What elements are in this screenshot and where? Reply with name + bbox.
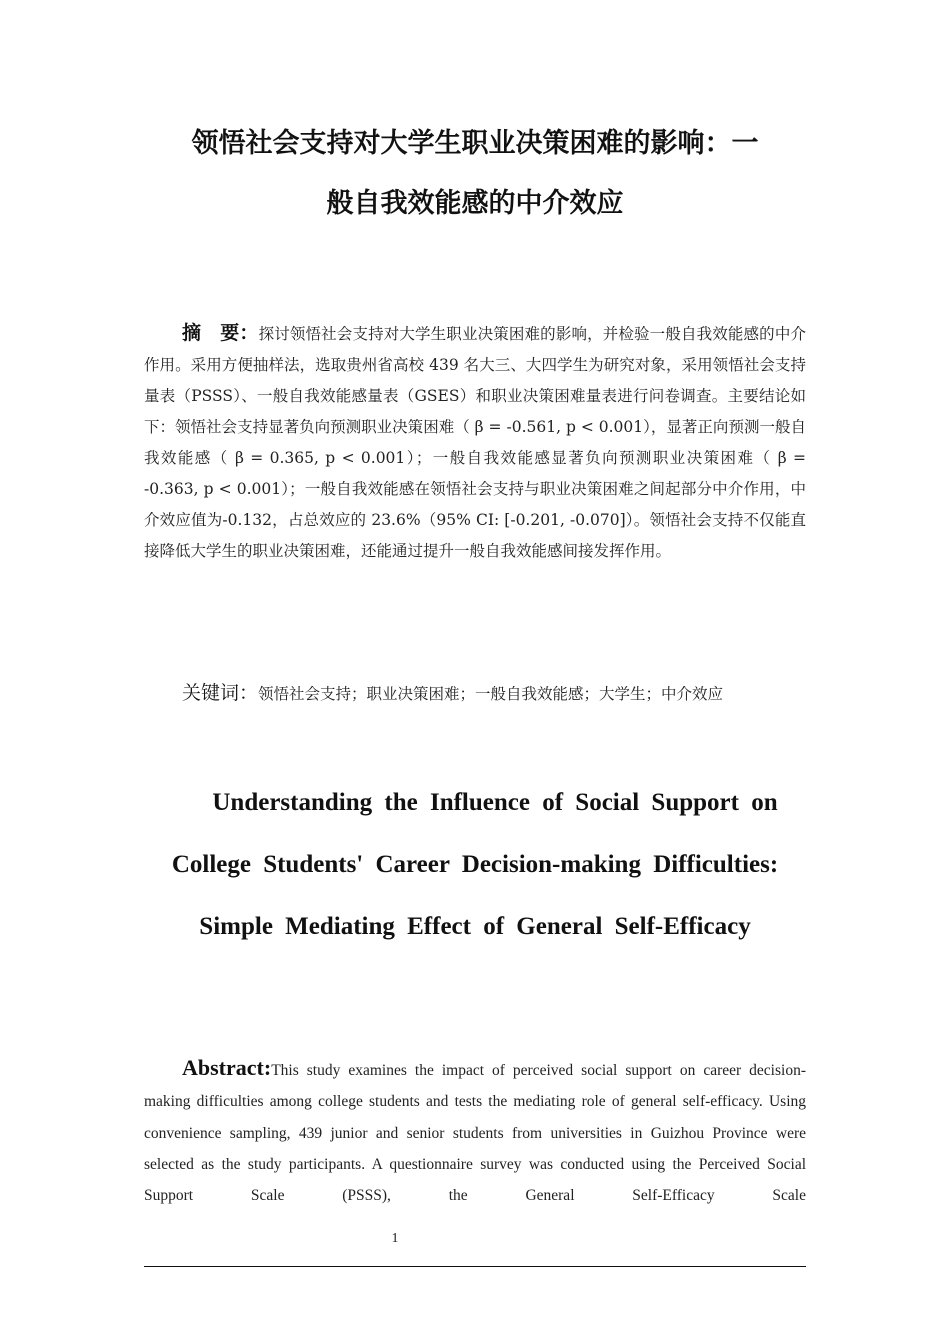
english-title-line-3: Simple Mediating Effect of General Self-Efficacy bbox=[199, 913, 751, 940]
chinese-abstract-text: 探讨领悟社会支持对大学生职业决策困难的影响，并检验一般自我效能感的中介作用。采用方便抽样法，选取贵州省高校 439 名大三、大四学生为研究对象，采用领悟社会支持量表（PSSS）、一般自我效能感量表（GSES）和职业决策困难量表进行问卷调查。主要结论如下：领悟社会支持显著负向预测职业决策困难（ β = -0.561, p < 0.001），显著正向预测一般自我效能感（ β = 0.365, p < 0.001）；一般自我效能感显著负向预测职业决策困难（ β = -0.363, p < 0.001）；一般自我效能感在领悟社会支持与职业决策困难之间起部分中介作用，中介效应值为-0.132，占总效应的 23.6%（95% CI: [-0.201, -0.070]）。领悟社会支持不仅能直接降低大学生的职业决策困难，还能通过提升一般自我效能感间接发挥作用。 bbox=[144, 325, 806, 560]
english-title-line-2: College Students' Career Decision-making Difficulties: bbox=[171, 851, 779, 878]
chinese-title-line-1: 领悟社会支持对大学生职业决策困难的影响：一 bbox=[191, 128, 759, 159]
chinese-keywords-text: 领悟社会支持；职业决策困难；一般自我效能感；大学生；中介效应 bbox=[258, 685, 724, 703]
footer-rule bbox=[144, 1266, 806, 1267]
english-title-line-1: Understanding the Influence of Social Support on bbox=[212, 789, 778, 816]
chinese-abstract bbox=[144, 318, 806, 567]
english-abstract-label: Abstract: bbox=[182, 1055, 272, 1080]
english-abstract bbox=[144, 1052, 806, 1211]
english-abstract-text: This study examines the impact of perceived social support on career decision-making difficulties among college students and tests the mediating role of general self-efficacy. Using convenience sampling, 439 junior and senior students from universities in Guizhou Province were selected as the study participants. A questionnaire survey was conducted using the Perceived Social Support Scale (PSSS), the General Self-Efficacy Scale bbox=[144, 1062, 806, 1205]
chinese-keywords bbox=[182, 678, 822, 709]
chinese-abstract-label: 摘 要： bbox=[182, 322, 259, 344]
chinese-keywords-label: 关键词： bbox=[182, 682, 259, 704]
chinese-title-line-2: 般自我效能感的中介效应 bbox=[326, 188, 624, 219]
page-number: 1 bbox=[391, 1231, 399, 1246]
